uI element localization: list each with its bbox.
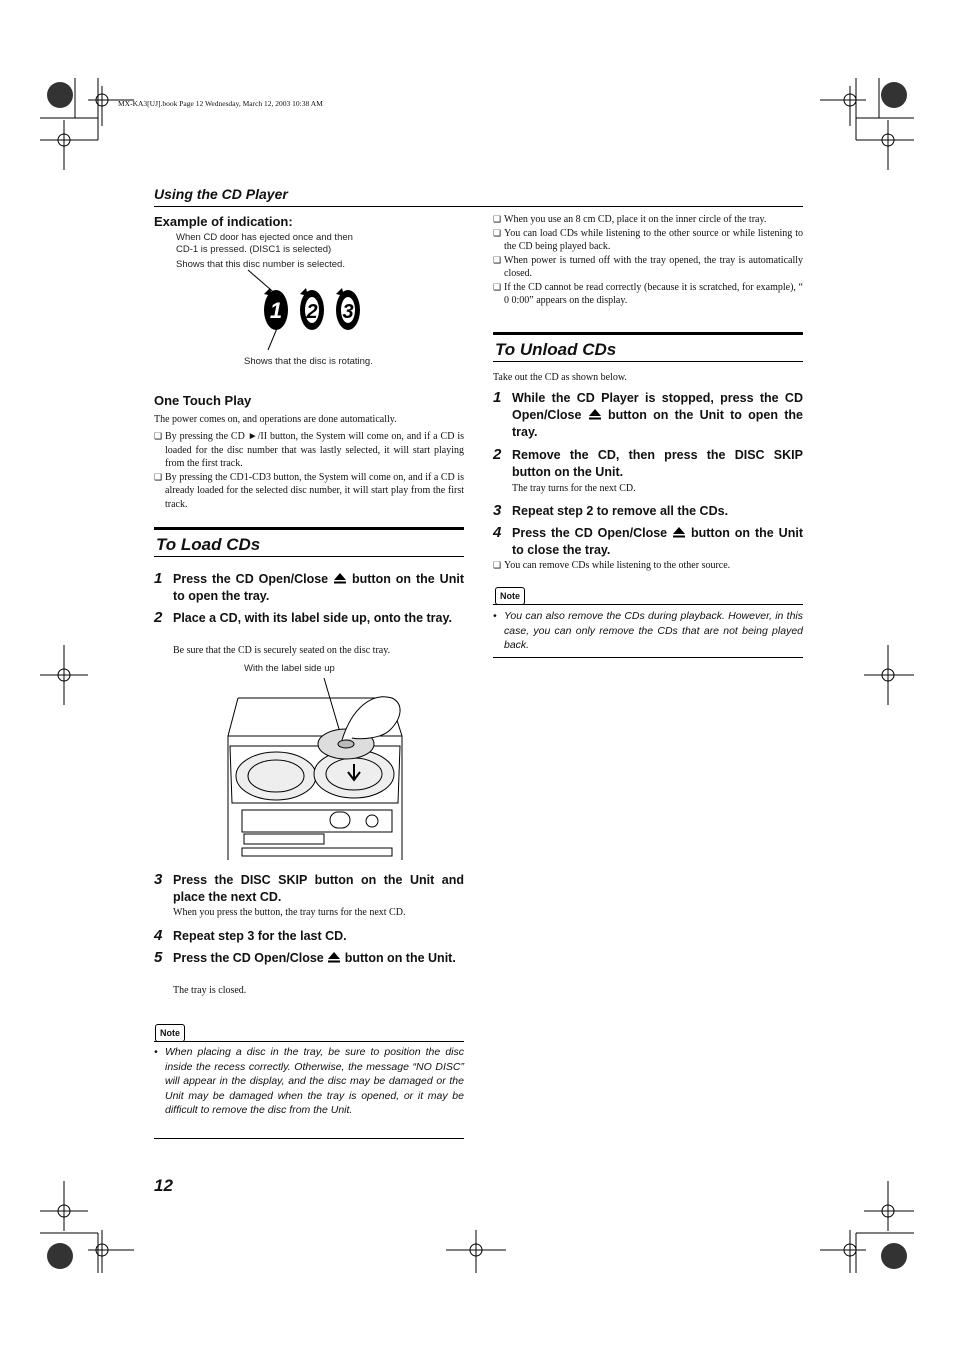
unload-intro: Take out the CD as shown below. [493,372,627,383]
one-touch-bullet-2 [154,471,464,512]
load-step-3 [154,872,464,906]
bullet-text: By pressing the CD1-CD3 button, the System will come on, and if a CD is already loaded for the selected disc number, it will start play from the first track. [165,471,464,510]
eject-icon [327,951,341,963]
step-text: Place a CD, with its label side up, onto the tray. [173,611,452,625]
disc-3-number: 3 [342,301,354,323]
cd-loading-illustration [222,678,412,860]
unload-step-1 [493,390,803,441]
unload-step-2 [493,447,803,481]
step-number: 3 [493,502,502,519]
example-heading: Example of indication: [154,214,293,229]
section-title: Using the CD Player [154,186,288,202]
unload-note-badge: Note [495,587,525,605]
disc-1-indicator [264,288,288,330]
step-text-a: Press the CD Open/Close [173,951,324,965]
load-step-2-sub: Be sure that the CD is securely seated on the disc tray. [173,645,391,656]
load-step-5 [154,950,464,967]
cd-tip-4 [493,281,803,308]
step-number: 2 [493,446,502,463]
one-touch-heading: One Touch Play [154,393,252,408]
step-text-a: While the CD Player is stopped, press the CD Open/Close [512,391,803,422]
bullet-box-icon: ❑ [493,281,502,292]
eject-icon [333,572,347,584]
eject-icon [588,408,602,420]
cd-tip-2 [493,227,803,254]
unload-step-4 [493,525,803,559]
step-number: 1 [493,389,502,406]
one-touch-intro: The power comes on, and operations are done automatically. [154,414,397,425]
example-caption-2: Shows that this disc number is selected. [176,259,345,270]
step-text-a: Press the CD Open/Close [173,572,329,586]
book-header-line: MX-KA3[UJ].book Page 12 Wednesday, March 12, 2003 10:38 AM [118,99,323,108]
load-step-3-sub: When you press the button, the tray turns for the next CD. [173,907,406,918]
step-number: 1 [154,570,163,587]
bullet-box-icon: ❑ [493,214,502,224]
page-number: 12 [154,1176,173,1195]
load-note-top-rule [154,1041,464,1042]
bullet-text: When power is turned off with the tray opened, the tray is automatically closed. [504,254,803,279]
step-number: 2 [154,609,163,626]
bullet-text: If the CD cannot be read correctly (because it is scratched, for example), “ 0 0:00” appears on the display. [504,281,803,306]
step-text-a: Press the CD Open/Close [512,526,668,540]
unload-bullet-item [493,559,803,573]
disc-indicator-graphic [240,266,380,358]
bullet-text: You can load CDs while listening to the other source or while listening to the CD being played back. [504,227,803,252]
bullet-box-icon: ❑ [154,471,163,482]
load-note-text [154,1045,464,1118]
step-number: 4 [154,927,163,944]
note-bullet: • [493,610,497,622]
disc-1-number: 1 [269,298,283,323]
load-cds-heading: To Load CDs [154,527,464,557]
one-touch-bullet-1 [154,430,464,471]
step-number: 3 [154,871,163,888]
note-body: When placing a disc in the tray, be sure to position the disc inside the recess correctly. Otherwise, the message “NO DISC” will appear in the display, and the disc may be damaged or the Unit may be damaged when the tray is opened, or it may be difficult to remove the disc from the Unit. [165,1046,464,1116]
cd-tip-1 [493,213,803,227]
disc-3-indicator [336,288,360,330]
unload-note-top-rule [493,604,803,605]
bullet-text: You can remove CDs while listening to the other source. [504,560,731,571]
step-text: Remove the CD, then press the DISC SKIP button on the Unit. [512,448,803,479]
header-rule [154,206,803,207]
note-bullet: • [154,1046,158,1058]
bullet-text: When you use an 8 cm CD, place it on the inner circle of the tray. [504,214,767,225]
step-number: 5 [154,949,163,966]
unload-step-2-sub: The tray turns for the next CD. [512,483,636,494]
step-text: Press the DISC SKIP button on the Unit and place the next CD. [173,873,464,904]
cd-tip-3 [493,254,803,281]
bullet-box-icon: ❑ [493,227,502,238]
bullet-box-icon: ❑ [493,560,502,570]
figure-caption: With the label side up [244,663,335,674]
example-caption-1-line-2: CD-1 is pressed. (DISC1 is selected) [176,244,332,255]
disc-2-number: 2 [306,301,318,323]
step-text: Repeat step 2 to remove all the CDs. [512,504,729,518]
cd-tips-bullets [493,213,803,308]
unload-step-3 [493,503,803,520]
load-step-2 [154,610,464,627]
step-text-b: button on the Unit to open the tray. [512,408,803,439]
example-caption-3: Shows that the disc is rotating. [244,356,373,367]
load-note-bottom-rule [154,1138,464,1139]
load-step-4 [154,928,464,945]
load-step-1 [154,571,464,605]
step-text-b: button on the Unit. [344,951,456,965]
unload-cds-heading: To Unload CDs [493,332,803,362]
unload-bullet [493,559,803,573]
example-caption-1-line-1: When CD door has ejected once and then [176,232,353,243]
load-step-5-sub: The tray is closed. [173,985,247,996]
bullet-box-icon: ❑ [493,254,502,265]
bullet-text: By pressing the CD ►/II button, the System will come on, and if a CD is loaded for the disc number that was lastly selected, it will start playing from the first track. [165,431,464,469]
load-note-badge: Note [155,1024,185,1042]
step-text-b: button on the Unit to open the tray. [173,572,464,603]
bullet-box-icon: ❑ [154,431,163,441]
step-text: Repeat step 3 for the last CD. [173,929,347,943]
one-touch-bullets [154,430,464,511]
disc-2-indicator [300,288,324,330]
example-caption-1 [176,232,353,256]
step-number: 4 [493,524,502,541]
unload-note-text [493,609,803,653]
eject-icon [672,526,686,538]
note-body: You can also remove the CDs during playback. However, in this case, you can only remove the CDs that are not being played back. [504,610,803,651]
unload-note-bottom-rule [493,657,803,658]
step-text-b: button on the Unit to close the tray. [512,526,803,557]
